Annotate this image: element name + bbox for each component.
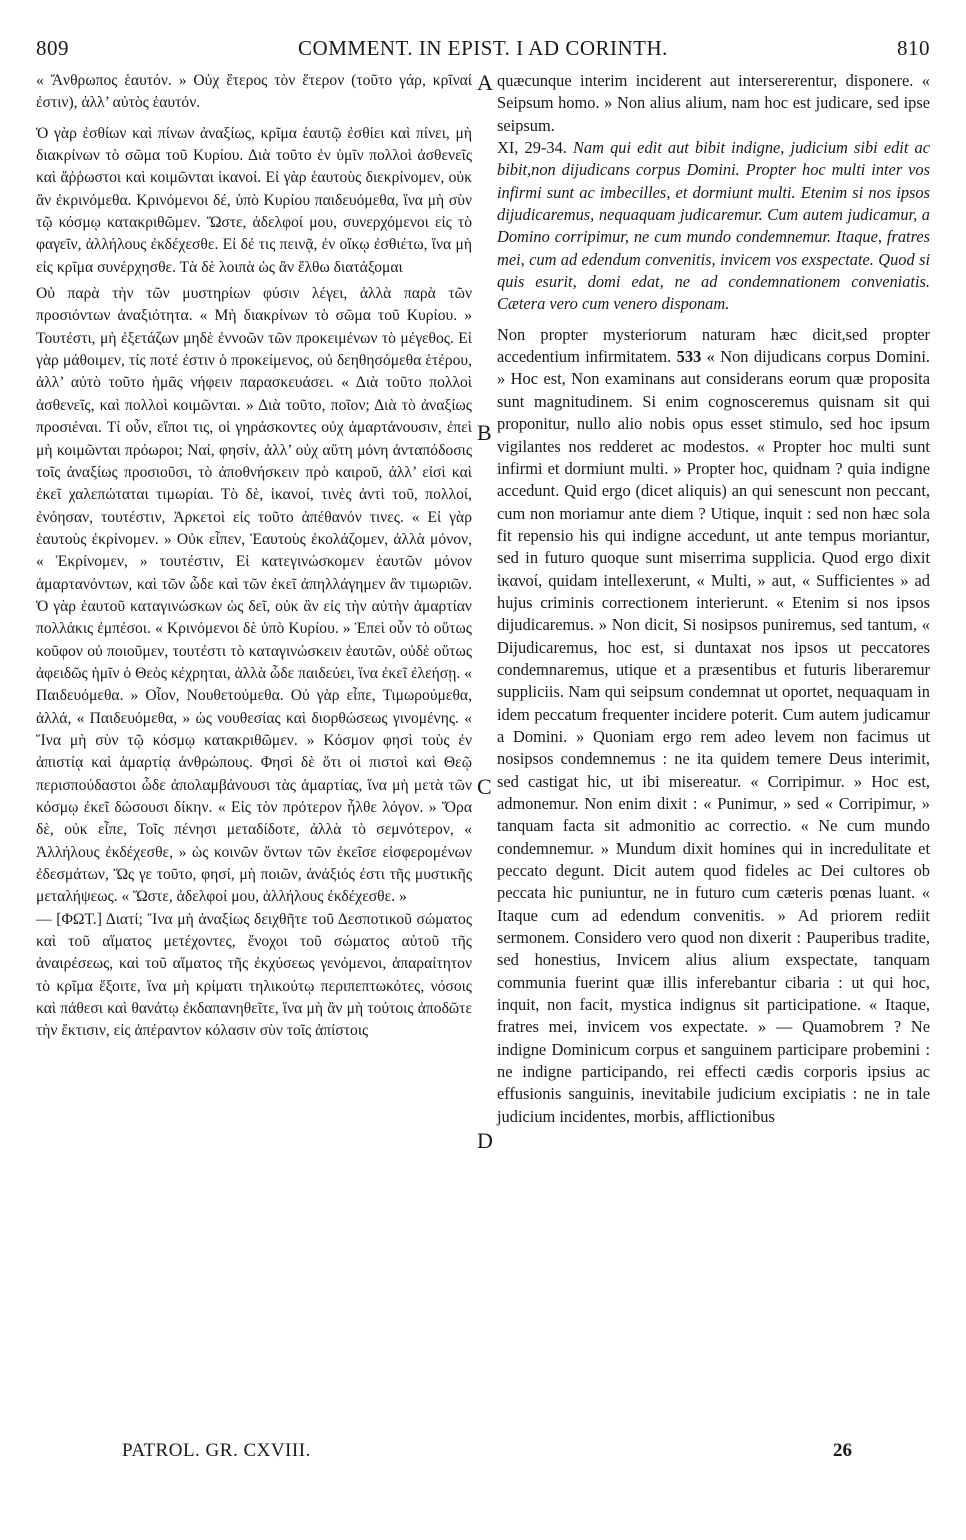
- column-number: 533: [676, 347, 702, 367]
- margin-marker-b: B: [477, 420, 492, 445]
- greek-column: [36, 70, 472, 1043]
- latin-commentary-text: « Non dijudicans corpus Domini. » Hoc est, Non examinans aut considerans eorum quæ proposita sunt magnitudinem. Si enim cognosceremus quisnam sit qui proponitur, nullo alio nobis opus esset stimulo, sed hoc ipsum vigilantes nos redderet ac modestos. « Propter hoc multi sunt infirmi et dormiunt multi. » Propter hoc, quidnam ? quia indigne accedunt. Quid ergo (dicet aliquis) an qui senescunt non peccant, cum non moriamur ante diem ? Utique, inquit : sed non hæc sola fit repensio his qui indigne accedunt, ut ante tempus moriantur, sed in futuro quoque sunt miserrima supplicia. Quod ergo dixit ἱκανοί, quidam intellexerunt, « Multi, » aut, « Sufficientes » ad hujus criminis correctionem interierunt. « Etenim si nos ipsos dijudicaremus. » Non dicit, Si nosipsos puniremus, sed tantum, « Dijudicaremus, hoc est, si duntaxat nos ipsos ut peccatores condemnaremus, utique et a præsentibus et futuris liberaremur suppliciis. Nam qui seipsum condemnat ut oportet, nequaquam in idem peccatum frequenter incidere poterit. Cum autem judicamur a Domini. » Quoniam ergo rem adeo levem non facimus ut nosipsos condemnemus : ne ita quidem temere Deus interimit, sed castigat hic, ut ibi misereatur. « Corripimur. » Hoc est, admonemur. Non enim dixit : « Punimur, » sed « Corripimur, » tanquam facta sit admonitio ac correctio. « Ne cum mundo condemnemur. » Mundum dixit homines qui in incredulitate et peccato degunt. Dicit autem quod fideles ac Dei cultores ob peccata hic puniuntur, ne in futuro cum cæteris pœnas luant. « Itaque cum ad edendum convenitis. » Ad priorem rediit sermonem. Considero vero quod non dixerit : Pauperibus tradite, sed honestius, Invicem alius alium exspectate, tanquam communia fuerint quæ illis inferebantur cibaria : ut qui hoc, inquit, non facit, mystica indignus sit participatione. « Itaque, fratres mei, invicem vos expectate. » — Quamobrem ? Ne indigne Dominicum corpus et sanguinem participare probemini : ne indigne participando, rei effecti cædis corporis ipsius ac effusionis sanguinis, inevitabile judicium excipiatis : ne in tale judicium incidentes, morbis, afflictionibus: [497, 347, 930, 1126]
- latin-column: [497, 70, 930, 1128]
- page-footer: [36, 1440, 930, 1464]
- latin-scripture-paragraph: [497, 137, 930, 316]
- running-title: COMMENT. IN EPIST. I AD CORINTH.: [298, 36, 668, 60]
- margin-marker-d: D: [477, 1128, 493, 1153]
- latin-paragraph: quæcunque interim inciderent aut intersererentur, disponere. « Seipsum homo. » Non alius alium, nam hoc est judicare, sed ipse seipsum.: [497, 71, 930, 135]
- latin-scripture-text: Nam qui edit aut bibit indigne, judicium sibi edit ac bibit,non dijudicans corpus Domini. Propter hoc multi inter vos infirmi sunt ac imbecilles, et dormiunt multi. Etenim si nos ipsos dijudicaremus, nequaquam judicaremur. Cum autem judicamur, a Domino corripimur, ne cum mundo condemnemur. Itaque, fratres mei, cum ad edendum convenitis, invicem vos exspectate. Quod si quis esurit, domi edat, ne ad condemnationem conveniatis. Cætera vero cum venero disponam.: [497, 138, 930, 314]
- greek-scripture-paragraph: Ὁ γὰρ ἐσθίων καὶ πίνων ἀναξίως, κρῖμα ἑαυτῷ ἐσθίει καὶ πίνει, μὴ διακρίνων τὸ σῶμα τοῦ Κυρίου. Διὰ τοῦτο ἐν ὑμῖν πολλοὶ ἀσθενεῖς καὶ ἄῤῥωστοι καὶ κοιμῶνται ἱκανοί. Εἰ γὰρ ἑαυτοὺς διεκρίνομεν, οὐκ ἂν ἐκρινόμεθα. Κρινόμενοι δέ, ὑπὸ Κυρίου παιδευόμεθα, ἵνα μὴ σὺν τῷ κόσμῳ κατακριθῶμεν. Ὥστε, ἀδελφοί μου, συνερχόμενοι εἰς τὸ φαγεῖν, ἀλλήλους ἐκδέχεσθε. Εἰ δέ τις πεινᾷ, ἐν οἴκῳ ἐσθιέτω, ἵνα μὴ εἰς κρῖμα συνέρχησθε. Τὰ δὲ λοιπὰ ὡς ἂν ἔλθω διατάξομαι: [36, 124, 472, 276]
- footer-series-label: PATROL. GR. CXVIII.: [122, 1440, 311, 1461]
- greek-paragraph: « Ἄνθρωπος ἑαυτόν. » Οὐχ ἕτερος τὸν ἕτερον (τοῦτο γάρ, κρῖναί ἐστιν), ἀλλ’ αὐτὸς ἑαυτόν.: [36, 72, 472, 112]
- margin-marker-c: C: [477, 774, 492, 799]
- greek-photius-paragraph: — [ΦΩΤ.] Διατί; Ἵνα μὴ ἀναξίως δειχθῆτε τοῦ Δεσποτικοῦ σώματος καὶ τοῦ αἵματος μετέχοντες, ἔνοχοι τοῦ σώματος αὐτοῦ τῆς ἀναιρέσεως, καὶ τοῦ αἵματος τῆς ἐκχύσεως γενόμενοι, ἀπαραίτητον τὸ κρῖμα ἕξοιτε, ἵνα μὴ κρίματι τηλικούτῳ περιπεπτωκότες, νόσοις καὶ πάθεσι καὶ θανάτῳ ἐκδαπανηθεῖτε, ἵνα μὴ ἂν μὴ τούτοις ἀποδῶτε τὴν ἔκτισιν, εἰς ἀπέραντον κόλασιν σὺν τοῖς ἀπίστοις: [36, 910, 472, 1040]
- latin-commentary-paragraph: [497, 324, 930, 1128]
- latin-commentary-lead: Non propter mysteriorum naturam hæc dicit,sed propter accedentium infirmitatem.: [497, 324, 930, 367]
- margin-marker-a: A: [477, 70, 493, 95]
- page-number-right: 810: [897, 36, 930, 60]
- greek-commentary-paragraph: Οὐ παρὰ τὴν τῶν μυστηρίων φύσιν λέγει, ἀλλὰ παρὰ τῶν προσιόντων ἀναξιότητα. « Μὴ διακρίνων τὸ σῶμα τοῦ Κυρίου. » Τουτέστι, μὴ ἐξετάζων μηδὲ ἐννοῶν τῶν προκειμένων τὸ μέγεθος. Εἰ γὰρ μάθοιμεν, τίς ποτέ ἐστιν ὁ προκείμενος, οὐ δεηθησόμεθα ἑτέρου, ἀλλ’ αὐτὸ τοῦτο ἡμᾶς νήφειν παρασκευάσει. « Διὰ τοῦτο πολλοὶ ἀσθενεῖς, καὶ πολλοὶ κοιμῶνται. » Διὰ τοῦτο, ποῖον; Διὰ τὸ ἀναξίως προσιέναι. Τί οὖν, εἴποι τις, οἱ γηράσκοντες οὐχ ἁμαρτάνουσιν, ἐπεὶ μὴ κοιμῶνται πρόωροι; Ναί, φησίν, ἀλλ’ οὐχ αὕτη μόνη ἀνταπόδοσις τοῖς ἀναξίως προσιοῦσι, τὸ ἀποθνήσκειν πρὸ καιροῦ, ἀλλ’ εἰσὶ καὶ ἐκεῖ χαλεπώταται τιμωρίαι. Τὸ δὲ, ἱκανοί, τινὲς ἀντὶ τοῦ, πολλοί, ἐνόησαν, τουτέστιν, Ἀρκετοὶ εἰς τοῦτο ἀπέθανόν τινες. « Εἰ γὰρ ἑαυτοὺς ἐκρίνομεν. » Οὐκ εἶπεν, Ἑαυτοὺς ἐκολάζομεν, ἀλλὰ μόνον, « Ἐκρίνομεν, » τουτέστιν, Εἰ κατεγινώσκομεν ἑαυτῶν μόνον ἁμαρτανόντων, καὶ τῶν ὧδε καὶ τῶν ἐκεῖ ἀπηλλάγημεν ἂν τιμωριῶν. Ὁ γὰρ ἑαυτοῦ καταγινώσκων ὡς δεῖ, οὐκ ἂν εἰς τὴν αὐτὴν ἁμαρτίαν πολλάκις ἐμπέσοι. « Κρινόμενοι δὲ ὑπὸ Κυρίου. » Ἐπεὶ οὖν τὸ οὕτως κοῦφον οὐ ποιοῦμεν, τουτέστι τὸ καταγινώσκειν ἑαυτῶν, οὐδὲ οὕτως ἀφειδῶς ἡμῖν ὁ Θεὸς κέχρηται, ἀλλὰ ὧδε παιδεύει, ἵνα ἐκεῖ ἐλεήσῃ. « Παιδευόμεθα. » Οἷον, Νουθετούμεθα. Οὐ γὰρ εἶπε, Τιμωρούμεθα, ἀλλά, « Παιδευόμεθα, » ὡς νουθεσίας καὶ διορθώσεως γινομένης. « Ἵνα μὴ σὺν τῷ κόσμῳ κατακριθῶμεν. » Κόσμον φησὶ τοὺς ἐν ἀπιστίᾳ καὶ ἁμαρτίᾳ ἀνθρώπους. Φησὶ δὲ ὅτι οἱ πιστοὶ καὶ Θεῷ περισπούδαστοι ὧδε ἀπολαμβάνουσι τὰς ἁμαρτίας, ἵνα μὴ μετὰ τῶν κόσμῳ ἐκεῖ δώσουσι δίκην. « Εἰς τὸν πρότερον ἦλθε λόγον. » Ὅρα δὲ, οὐκ εἶπε, Τοῖς πένησι μεταδίδοτε, ἀλλὰ τὸ σεμνότερον, « Ἀλλήλους ἐκδέχεσθε, » ὡς κοινῶν ὄντων τῶν ἐκεῖσε εἰσφερομένων ἐδεσμάτων, Ὥς γε τοῦτο, φησί, μὴ ποιῶν, ἀνάξιός ἐστι τῆς μυστικῆς μεταλήψεως. « Ὥστε, ἀδελφοί μου, ἀλλήλους ἐκδέχεσθε. »: [36, 285, 472, 906]
- page-header: [36, 36, 930, 60]
- page-number-left: 809: [36, 36, 69, 60]
- scripture-reference: XI, 29-34.: [497, 138, 567, 158]
- footer-signature-number: 26: [833, 1440, 852, 1461]
